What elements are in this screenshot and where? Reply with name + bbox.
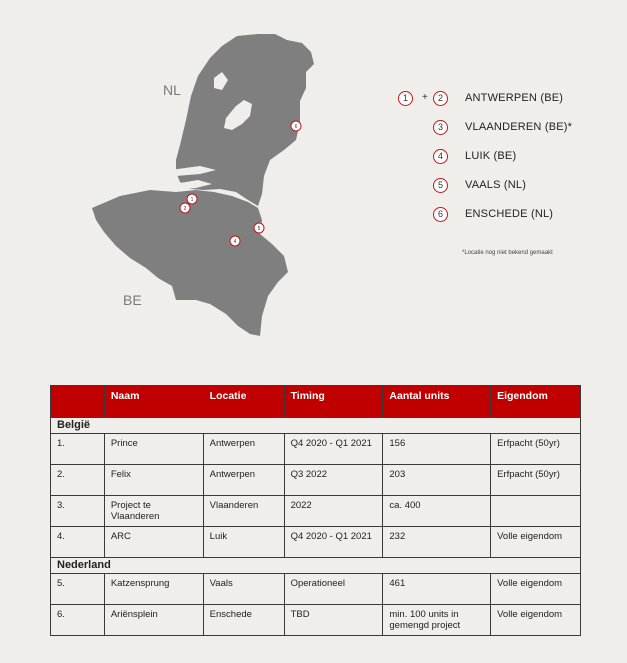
svg-text:1: 1 (190, 197, 194, 203)
cell-eigendom: Volle eigendom (491, 605, 581, 636)
cell-timing: Q4 2020 - Q1 2021 (284, 527, 383, 558)
header-naam: Naam (104, 386, 203, 418)
table-row (51, 527, 581, 558)
cell-units: 203 (383, 465, 491, 496)
legend-label: ANTWERPEN (BE) (465, 92, 564, 104)
cell-locatie: Luik (203, 527, 284, 558)
cell-locatie: Vlaanderen (203, 496, 284, 527)
table-row (51, 434, 581, 465)
cell-locatie: Antwerpen (203, 465, 284, 496)
cell-naam: Felix (104, 465, 203, 496)
legend-item-antwerpen (398, 91, 623, 120)
legend-marker-3: 3 (433, 120, 448, 135)
project-table (50, 385, 581, 636)
legend-item-enschede (398, 207, 623, 236)
cell-timing: Q3 2022 (284, 465, 383, 496)
section-title: Nederland (51, 558, 581, 574)
legend-label: ENSCHEDE (NL) (465, 208, 554, 220)
section-row-nederland (51, 558, 581, 574)
header-number (51, 386, 105, 418)
svg-text:5: 5 (257, 226, 261, 232)
map-legend (398, 91, 623, 236)
cell-units: 232 (383, 527, 491, 558)
legend-marker-5: 5 (433, 178, 448, 193)
cell-naam: Prince (104, 434, 203, 465)
marker-vaals (254, 223, 264, 233)
legend-marker-4: 4 (433, 149, 448, 164)
header-aantal-units: Aantal units (383, 386, 491, 418)
table-row (51, 496, 581, 527)
svg-text:2: 2 (183, 206, 187, 212)
cell-number: 6. (51, 605, 105, 636)
cell-units: 461 (383, 574, 491, 605)
cell-eigendom: Volle eigendom (491, 527, 581, 558)
nl-label: NL (163, 82, 181, 98)
table-row (51, 465, 581, 496)
legend-label: VAALS (NL) (465, 179, 527, 191)
svg-text:6: 6 (294, 124, 298, 130)
legend-item-vaals (398, 178, 623, 207)
cell-number: 3. (51, 496, 105, 527)
cell-naam: ARC (104, 527, 203, 558)
cell-timing: Q4 2020 - Q1 2021 (284, 434, 383, 465)
cell-eigendom (491, 496, 581, 527)
legend-marker-6: 6 (433, 207, 448, 222)
legend-label: LUIK (BE) (465, 150, 517, 162)
cell-units: min. 100 units in gemengd project (383, 605, 491, 636)
marker-luik (230, 236, 240, 246)
be-label: BE (123, 292, 142, 308)
legend-item-luik (398, 149, 623, 178)
marker-antwerpen-1 (187, 194, 197, 204)
cell-locatie: Enschede (203, 605, 284, 636)
cell-number: 2. (51, 465, 105, 496)
cell-naam: Project te Vlaanderen (104, 496, 203, 527)
cell-timing: 2022 (284, 496, 383, 527)
header-locatie: Locatie (203, 386, 284, 418)
marker-antwerpen-2 (180, 203, 190, 213)
belgium-shape (92, 190, 288, 336)
header-timing: Timing (284, 386, 383, 418)
cell-units: ca. 400 (383, 496, 491, 527)
cell-naam: Ariënsplein (104, 605, 203, 636)
legend-marker-2: 2 (433, 91, 448, 106)
legend-item-vlaanderen (398, 120, 623, 149)
cell-locatie: Antwerpen (203, 434, 284, 465)
header-eigendom: Eigendom (491, 386, 581, 418)
section-row-belgie (51, 418, 581, 434)
cell-number: 4. (51, 527, 105, 558)
cell-number: 1. (51, 434, 105, 465)
legend-marker-1: 1 (398, 91, 413, 106)
cell-timing: Operationeel (284, 574, 383, 605)
legend-footnote: *Locatie nog niet bekend gemaakt (462, 250, 553, 256)
table-row (51, 574, 581, 605)
legend-plus: + (422, 92, 428, 103)
table-header-row (51, 386, 581, 418)
table-row (51, 605, 581, 636)
marker-enschede (291, 121, 301, 131)
cell-timing: TBD (284, 605, 383, 636)
cell-naam: Katzensprung (104, 574, 203, 605)
legend-label: VLAANDEREN (BE)* (465, 121, 573, 133)
cell-units: 156 (383, 434, 491, 465)
svg-text:4: 4 (233, 239, 237, 245)
cell-eigendom: Erfpacht (50yr) (491, 434, 581, 465)
cell-number: 5. (51, 574, 105, 605)
section-title: België (51, 418, 581, 434)
cell-eigendom: Volle eigendom (491, 574, 581, 605)
cell-eigendom: Erfpacht (50yr) (491, 465, 581, 496)
cell-locatie: Vaals (203, 574, 284, 605)
